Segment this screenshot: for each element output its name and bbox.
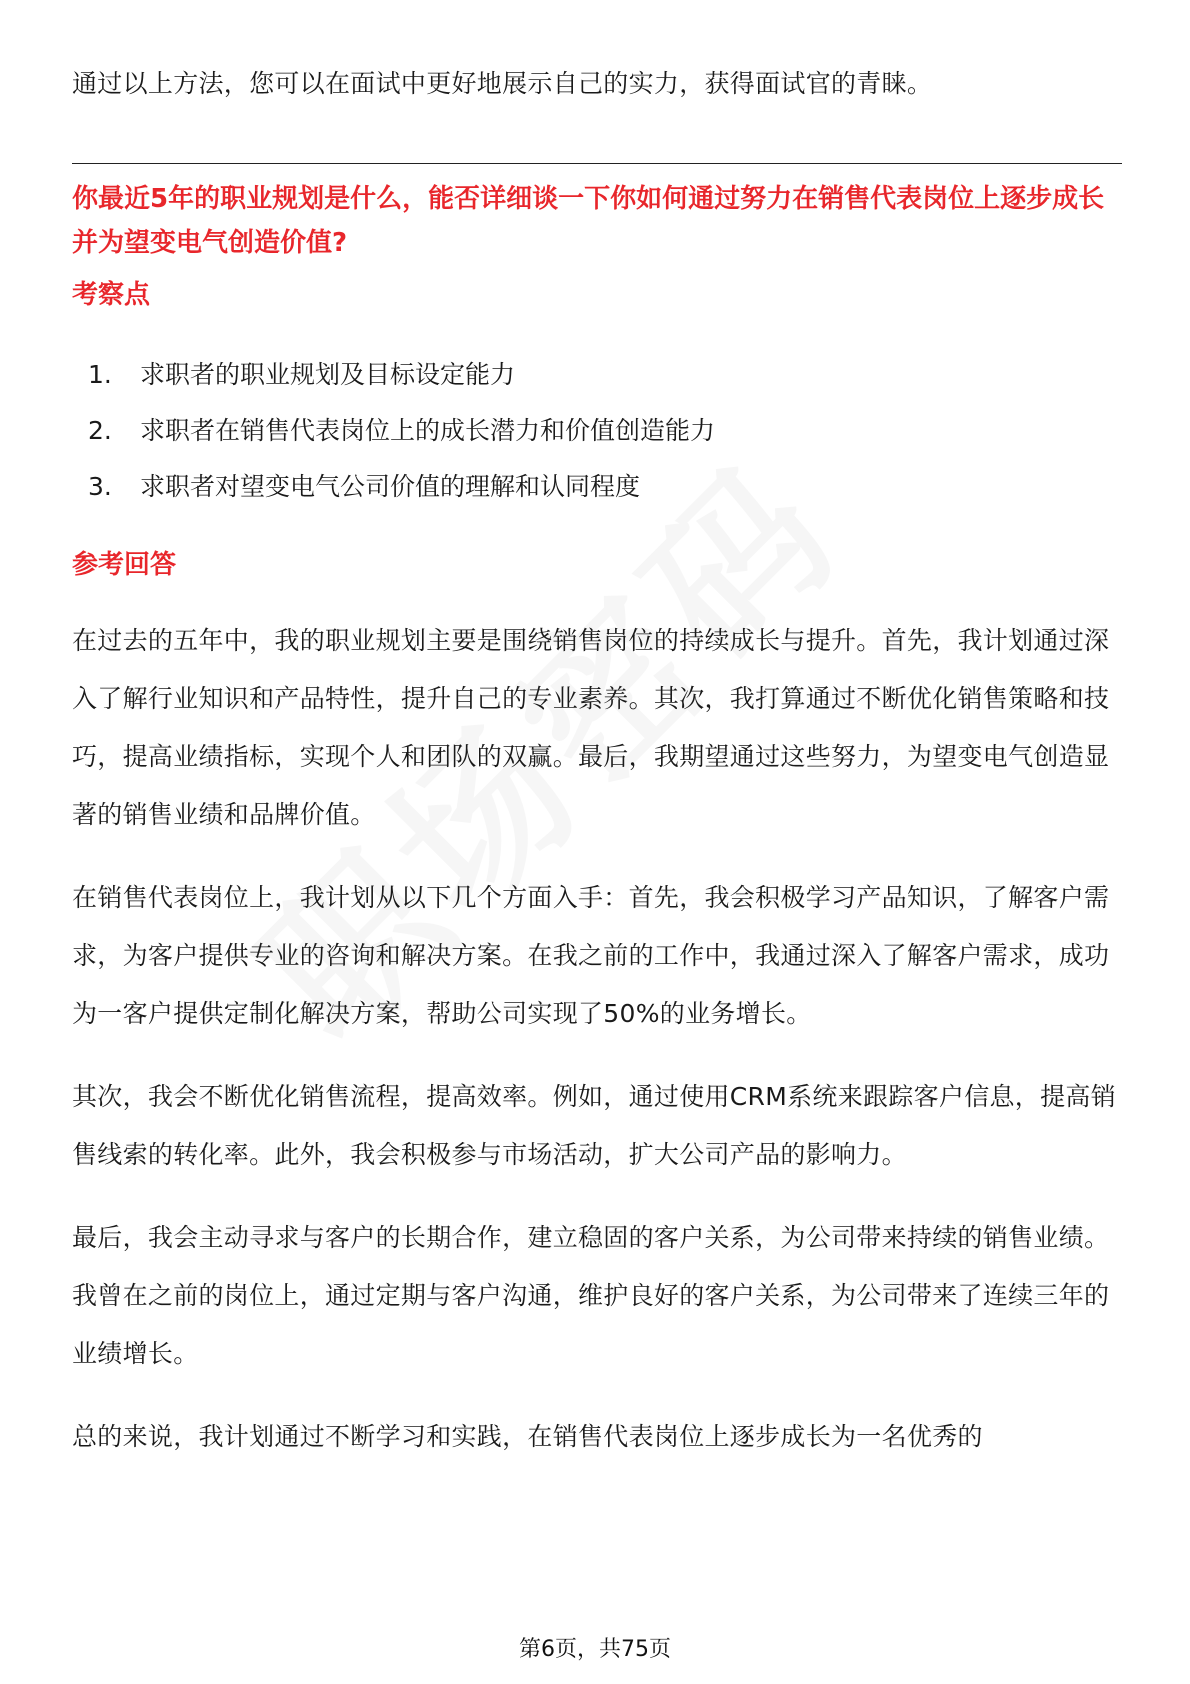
assessment-list	[72, 347, 1122, 515]
answer-paragraph: 其次，我会不断优化销售流程，提高效率。例如，通过使用CRM系统来跟踪客户信息，提高销售线索的转化率。此外，我会积极参与市场活动，扩大公司产品的影响力。	[72, 1082, 1116, 1169]
assessment-title: 考察点	[72, 280, 151, 310]
list-item-text: 求职者的职业规划及目标设定能力	[140, 360, 516, 389]
question-heading: 你最近5年的职业规划是什么，能否详细谈一下你如何通过努力在销售代表岗位上逐步成长并为望变电气创造价值?	[72, 184, 1105, 258]
list-item	[72, 347, 1122, 403]
list-item-number: 3.	[88, 472, 112, 501]
answer-title: 参考回答	[72, 550, 177, 580]
answer-paragraph: 最后，我会主动寻求与客户的长期合作，建立稳固的客户关系，为公司带来持续的销售业绩。我曾在之前的岗位上，通过定期与客户沟通，维护良好的客户关系，为公司带来了连续三年的业绩增长。	[72, 1223, 1110, 1368]
list-item	[72, 403, 1122, 459]
answer-paragraph: 在销售代表岗位上，我计划从以下几个方面入手：首先，我会积极学习产品知识，了解客户需求，为客户提供专业的咨询和解决方案。在我之前的工作中，我通过深入了解客户需求，成功为一客户提供定制化解决方案，帮助公司实现了50%的业务增长。	[72, 883, 1110, 1028]
list-item-number: 2.	[88, 416, 112, 445]
list-item-text: 求职者在销售代表岗位上的成长潜力和价值创造能力	[140, 416, 716, 445]
document-page	[72, 0, 1122, 1684]
list-item-text: 求职者对望变电气公司价值的理解和认同程度	[140, 472, 641, 501]
page-number: 第6页，共75页	[519, 1637, 671, 1662]
answer-paragraph: 总的来说，我计划通过不断学习和实践，在销售代表岗位上逐步成长为一名优秀的	[72, 1422, 983, 1451]
intro-paragraph: 通过以上方法，您可以在面试中更好地展示自己的实力，获得面试官的青睐。	[72, 69, 933, 98]
section-divider	[72, 163, 1122, 164]
list-item-number: 1.	[88, 360, 112, 389]
answer-body	[72, 612, 1122, 1491]
list-item	[72, 459, 1122, 515]
answer-paragraph: 在过去的五年中，我的职业规划主要是围绕销售岗位的持续成长与提升。首先，我计划通过深入了解行业知识和产品特性，提升自己的专业素养。其次，我打算通过不断优化销售策略和技巧，提高业绩指标，实现个人和团队的双赢。最后，我期望通过这些努力，为望变电气创造显著的销售业绩和品牌价值。	[72, 626, 1110, 829]
